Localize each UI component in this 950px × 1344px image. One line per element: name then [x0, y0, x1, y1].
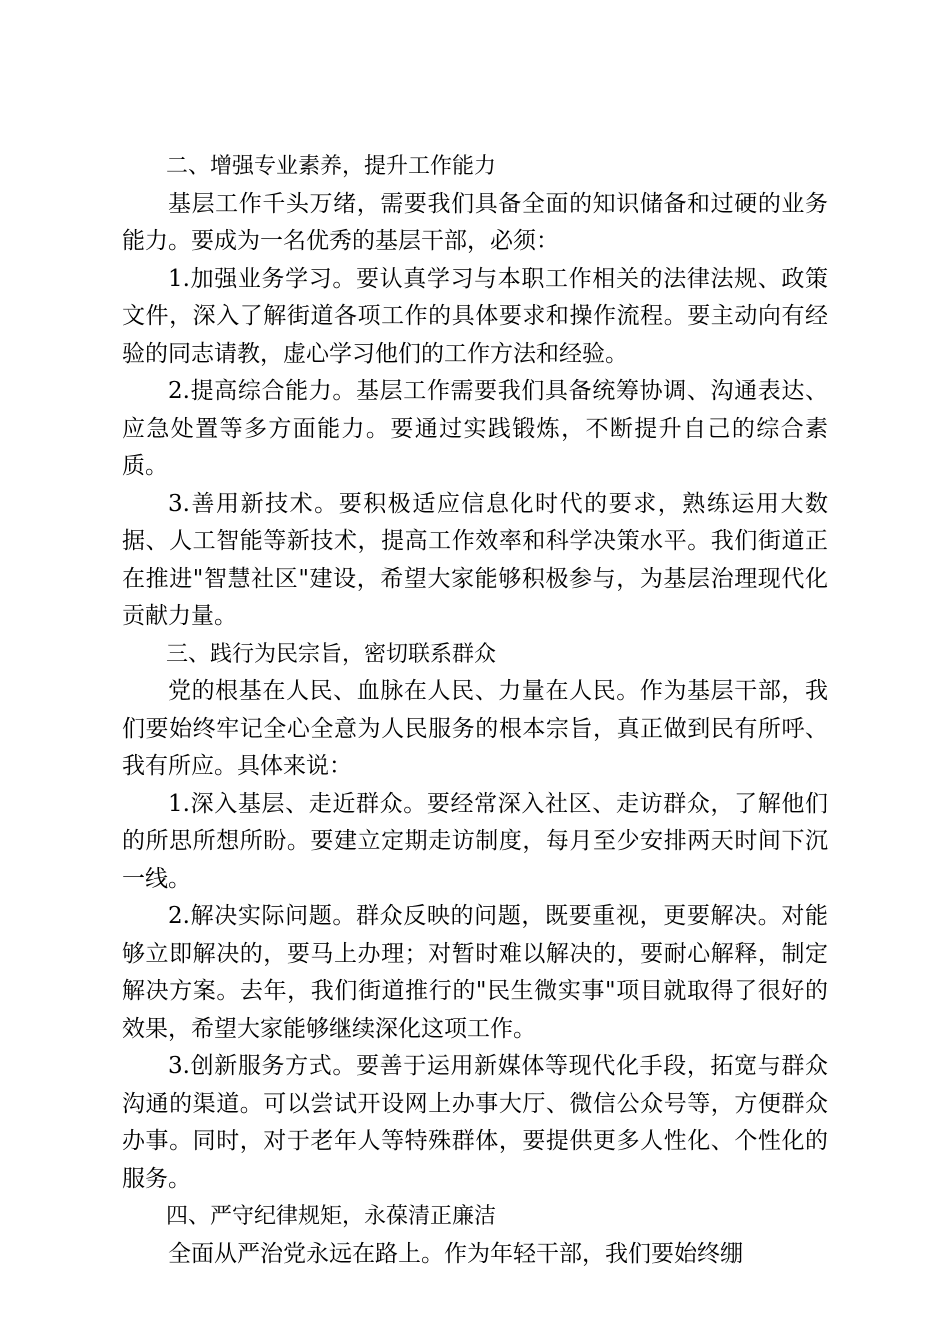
list-item-paragraph: 3.善用新技术。要积极适应信息化时代的要求，熟练运用大数据、人工智能等新技术，提高工作效率和科学决策水平。我们街道正在推进"智慧社区"建设，希望大家能够积极参与，为基层治理现代化贡献力量。 [122, 490, 828, 629]
list-item-paragraph: 2.解决实际问题。群众反映的问题，既要重视，更要解决。对能够立即解决的，要马上办理；对暂时难以解决的，要耐心解释，制定解决方案。去年，我们街道推行的"民生微实事"项目就取得了很好的效果，希望大家能够继续深化这项工作。 [122, 903, 828, 1042]
paragraph: 基层工作千头万绪，需要我们具备全面的知识储备和过硬的业务能力。要成为一名优秀的基层干部，必须： [122, 190, 828, 254]
section-heading: 四、严守纪律规矩，永葆清正廉洁 [166, 1204, 497, 1229]
list-item-paragraph: 1.加强业务学习。要认真学习与本职工作相关的法律法规、政策文件，深入了解街道各项工作的具体要求和操作流程。要主动向有经验的同志请教，虚心学习他们的工作方法和经验。 [122, 265, 828, 367]
list-item-paragraph: 2.提高综合能力。基层工作需要我们具备统筹协调、沟通表达、应急处置等多方面能力。要通过实践锻炼，不断提升自己的综合素质。 [122, 378, 828, 479]
list-item-paragraph: 3.创新服务方式。要善于运用新媒体等现代化手段，拓宽与群众沟通的渠道。可以尝试开设网上办事大厅、微信公众号等，方便群众办事。同时，对于老年人等特殊群体，要提供更多人性化、个性化的服务。 [122, 1053, 828, 1192]
paragraph: 全面从严治党永远在路上。作为年轻干部，我们要始终绷 [168, 1240, 743, 1267]
section-heading: 三、践行为民宗旨，密切联系群众 [166, 641, 497, 667]
paragraph: 党的根基在人民、血脉在人民、力量在人民。作为基层干部，我们要始终牢记全心全意为人民服务的根本宗旨，真正做到民有所呼、我有所应。具体来说： [122, 678, 828, 779]
section-heading: 二、增强专业素养，提升工作能力 [166, 154, 497, 179]
list-item-paragraph: 1.深入基层、走近群众。要经常深入社区、走访群众，了解他们的所思所想所盼。要建立定期走访制度，每月至少安排两天时间下沉一线。 [122, 790, 828, 892]
document-body [122, 148, 828, 1273]
